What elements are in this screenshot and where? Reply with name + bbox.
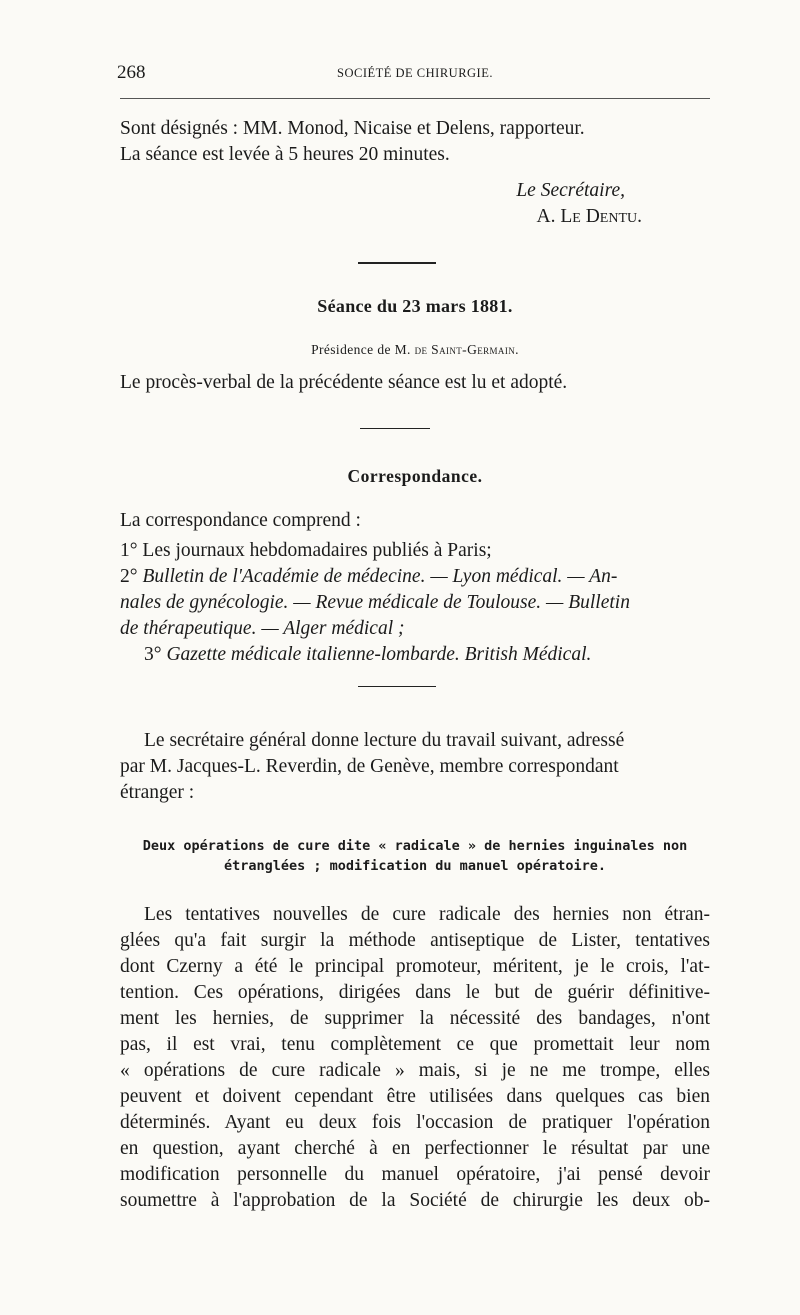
previous-session-text xyxy=(120,116,710,168)
text-line: Le procès-verbal de la précédente séance est lu et adopté. xyxy=(120,372,568,393)
running-title: SOCIÉTÉ DE CHIRURGIE. xyxy=(337,66,493,80)
minutes-text xyxy=(120,370,710,396)
signature-name xyxy=(537,206,642,228)
section-divider xyxy=(358,262,436,264)
text-line: tention. Ces opérations, dirigées dans le but de guérir définitive- xyxy=(120,982,710,1003)
text-line: La séance est levée à 5 heures 20 minutes. xyxy=(120,144,450,165)
signature-initial: A. xyxy=(536,206,561,227)
text-line: Sont désignés : MM. Monod, Nicaise et Delens, rapporteur. xyxy=(120,118,585,139)
title-line: Deux opérations de cure dite « radicale » de hernies inguinales non xyxy=(142,838,688,854)
session-title: Séance du 23 mars 1881. xyxy=(317,296,513,316)
list-item-1: 1° Les journaux hebdomadaires publiés à Paris; xyxy=(120,540,492,561)
presidence-prefix: Présidence de M. xyxy=(311,342,415,357)
text-line: peuvent et doivent cependant être utilisées dans quelques cas bien xyxy=(120,1086,710,1107)
text-line: Le secrétaire général donne lecture du travail suivant, adressé xyxy=(144,730,625,751)
presidence-line xyxy=(120,342,710,358)
header-divider xyxy=(120,98,710,99)
list-item-3: 3° Gazette médicale italienne-lombarde. British Médical. xyxy=(144,644,592,665)
reading-text xyxy=(120,728,710,806)
article-body xyxy=(120,902,710,1214)
presidence-name: de Saint-Germain. xyxy=(414,342,519,357)
correspondance-heading: Correspondance. xyxy=(347,466,483,486)
signature-title: Le Secrétaire, xyxy=(516,180,625,201)
article-title xyxy=(120,836,710,876)
text-line: Les tentatives nouvelles de cure radicale des hernies non étran- xyxy=(144,904,710,925)
text-line: glées qu'a fait surgir la méthode antiseptique de Lister, tentatives xyxy=(120,930,710,951)
title-line: étranglées ; modification du manuel opératoire. xyxy=(223,858,606,874)
list-item-2: 2° Bulletin de l'Académie de médecine. — Lyon médical. — An- xyxy=(120,566,618,587)
text-line: déterminés. Ayant eu deux fois l'occasion de pratiquer l'opération xyxy=(120,1112,710,1133)
correspondance-list xyxy=(120,508,710,668)
text-line: La correspondance comprend : xyxy=(120,510,361,531)
text-line: ment les hernies, de supprimer la nécessité des bandages, n'ont xyxy=(120,1008,710,1029)
text-line: soumettre à l'approbation de la Société de chirurgie les deux ob- xyxy=(120,1190,710,1211)
page-number: 268 xyxy=(117,62,146,83)
text-line: pas, il est vrai, tenu complètement ce que promettait leur nom xyxy=(120,1034,710,1055)
text-line: « opérations de cure radicale » mais, si je ne me trompe, elles xyxy=(120,1060,710,1081)
list-item-2-cont: nales de gynécologie. — Revue médicale de Toulouse. — Bulletin xyxy=(120,592,630,613)
text-line: dont Czerny a été le principal promoteur, méritent, je le crois, l'at- xyxy=(120,956,710,977)
section-divider xyxy=(358,686,436,687)
page-header xyxy=(117,62,710,88)
list-item-2-cont: de thérapeutique. — Alger médical ; xyxy=(120,618,405,639)
text-line: par M. Jacques-L. Reverdin, de Genève, membre correspondant xyxy=(120,756,619,777)
text-line: en question, ayant cherché à en perfectionner le résultat par une xyxy=(120,1138,710,1159)
signature-surname: Le Dentu. xyxy=(560,206,642,227)
text-line: modification personnelle du manuel opératoire, j'ai pensé devoir xyxy=(120,1164,710,1185)
text-line: étranger : xyxy=(120,782,195,803)
section-divider xyxy=(360,428,430,429)
